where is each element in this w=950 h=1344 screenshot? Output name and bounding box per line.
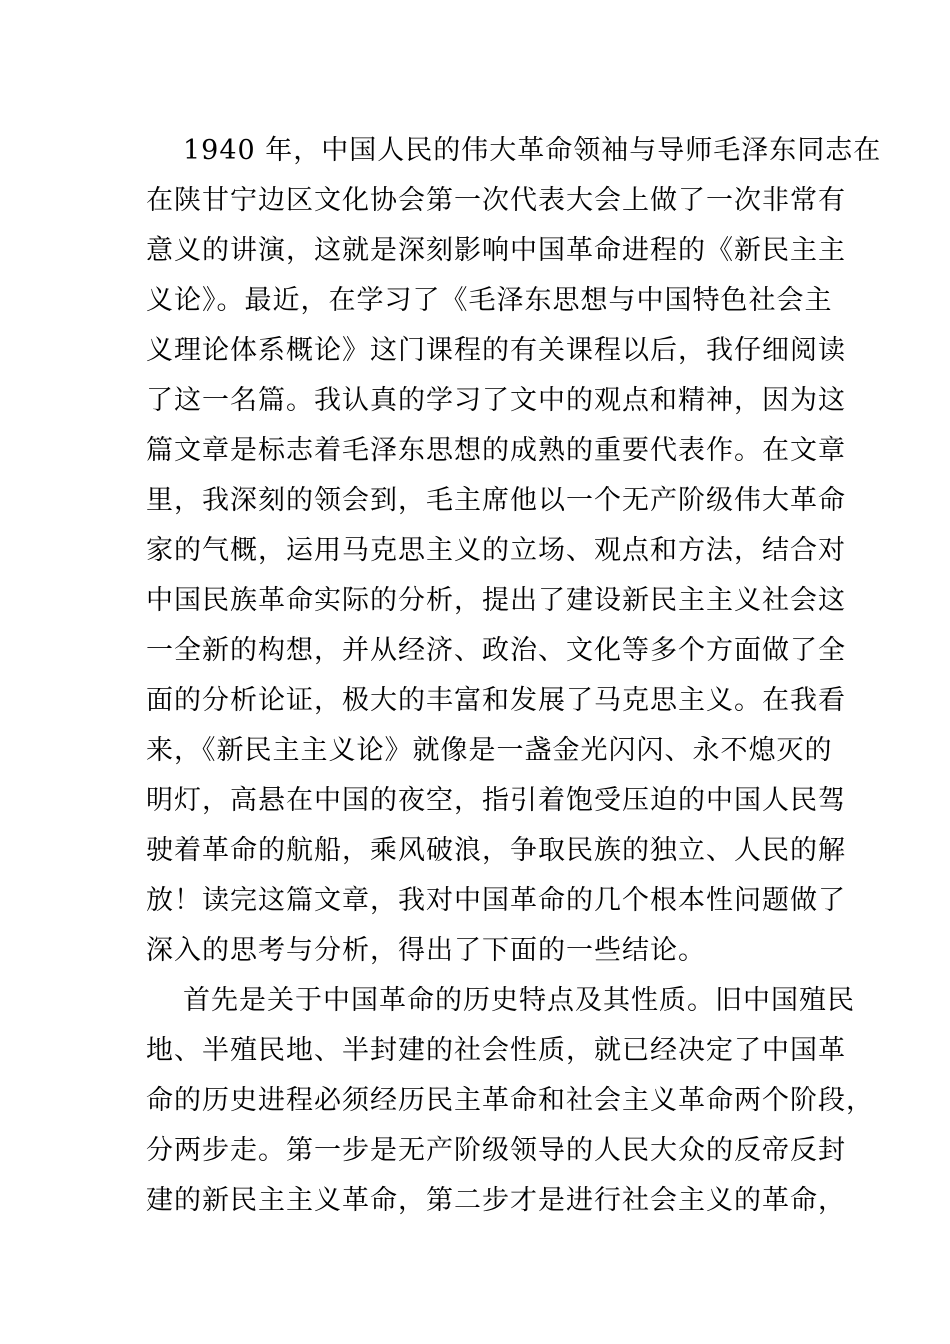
text-line: 1940 年，中国人民的伟大革命领袖与导师毛泽东同志在 [183,135,882,166]
text-line: 驶着革命的航船，乘风破浪，争取民族的独立、人民的解 [146,835,846,866]
text-line: 放！读完这篇文章，我对中国革命的几个根本性问题做了 [146,885,846,916]
text-line: 建的新民主主义革命，第二步才是进行社会主义的革命， [146,1185,846,1216]
paragraph-1 [146,126,882,976]
text-line: 首先是关于中国革命的历史特点及其性质。旧中国殖民 [183,985,855,1016]
text-line: 义论》。最近，在学习了《毛泽东思想与中国特色社会主 [146,285,833,316]
text-line: 深入的思考与分析，得出了下面的一些结论。 [146,935,706,966]
text-line: 在陕甘宁边区文化协会第一次代表大会上做了一次非常有 [146,185,846,216]
text-line: 地、半殖民地、半封建的社会性质，就已经决定了中国革 [146,1035,846,1066]
text-line: 分两步走。第一步是无产阶级领导的人民大众的反帝反封 [146,1135,846,1166]
text-line: 义理论体系概论》这门课程的有关课程以后，我仔细阅读 [146,335,846,366]
text-line: 中国民族革命实际的分析，提出了建设新民主主义社会这 [146,585,846,616]
text-line: 里，我深刻的领会到，毛主席他以一个无产阶级伟大革命 [146,485,846,516]
text-line: 来，《新民主主义论》就像是一盏金光闪闪、永不熄灭的 [146,735,833,766]
text-line: 一全新的构想，并从经济、政治、文化等多个方面做了全 [146,635,846,666]
text-line: 了这一名篇。我认真的学习了文中的观点和精神，因为这 [146,385,846,416]
text-line: 家的气概，运用马克思主义的立场、观点和方法，结合对 [146,535,846,566]
text-line: 意义的讲演，这就是深刻影响中国革命进程的《新民主主 [146,235,846,266]
text-line: 命的历史进程必须经历民主革命和社会主义革命两个阶段， [146,1085,874,1116]
paragraph-2 [146,976,874,1226]
text-line: 面的分析论证，极大的丰富和发展了马克思主义。在我看 [146,685,846,716]
text-line: 篇文章是标志着毛泽东思想的成熟的重要代表作。在文章 [146,435,846,466]
text-line: 明灯，高悬在中国的夜空，指引着饱受压迫的中国人民驾 [146,785,846,816]
